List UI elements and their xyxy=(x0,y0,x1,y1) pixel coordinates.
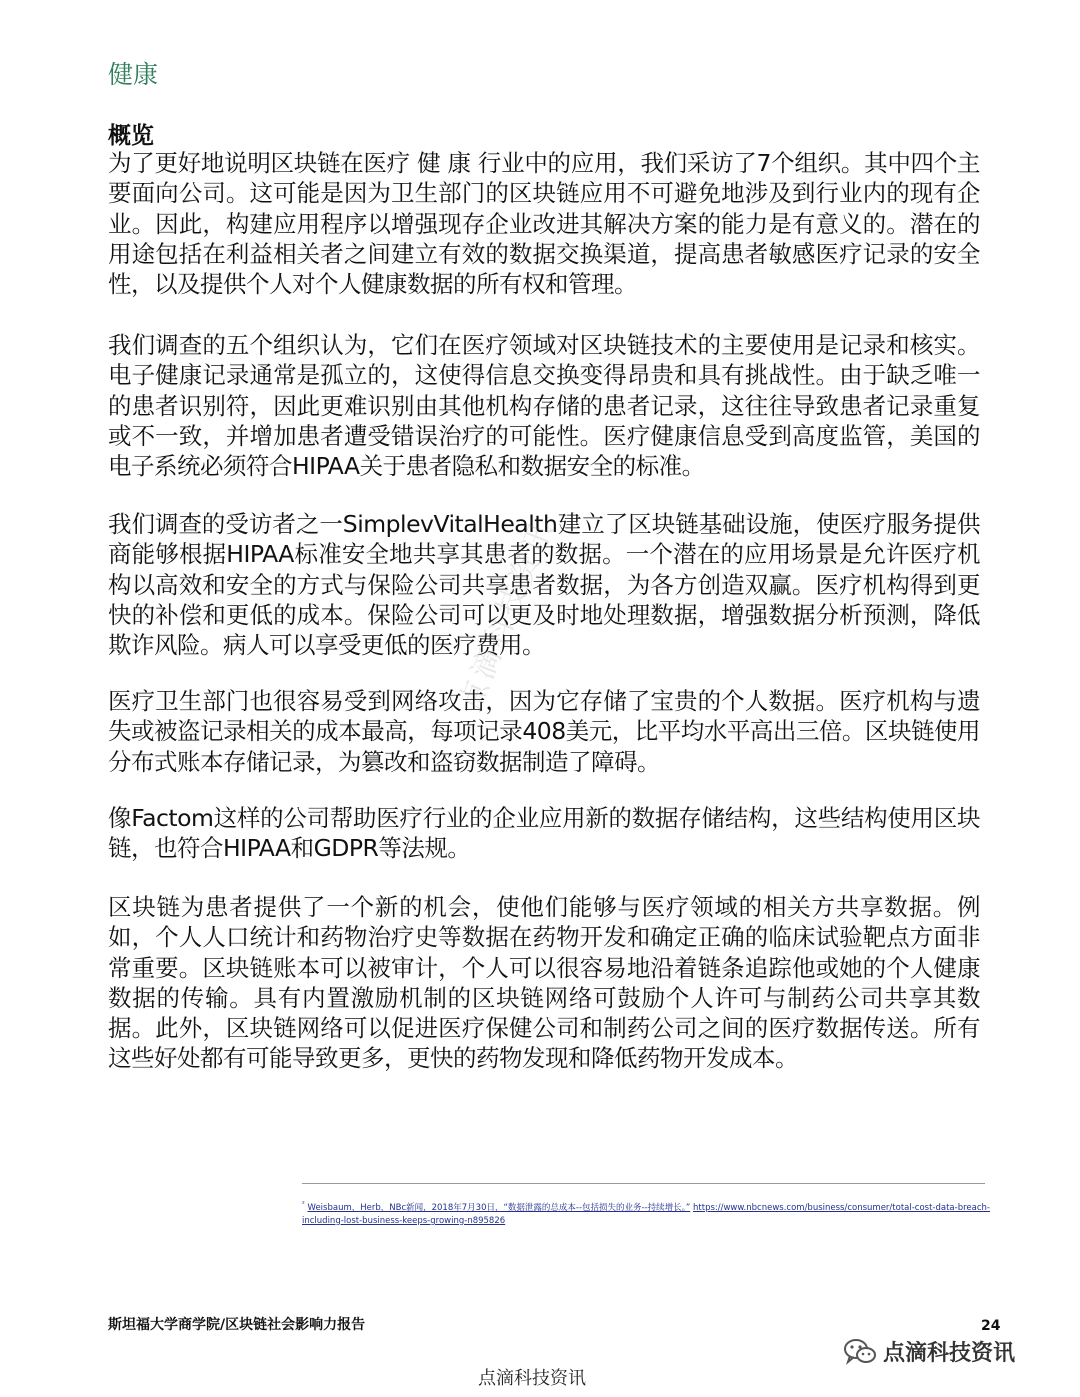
brand-name: 点滴科技资讯 xyxy=(883,1341,1016,1366)
subtitle-overview: 概览 xyxy=(108,123,154,149)
footnote-url-link[interactable]: https://www.nbcnews.com/business/consumer/total-cost-data-breach-including-lost-business-keeps-growing-n895826 xyxy=(302,1202,990,1226)
paragraph-2: 我们调查的五个组织认为，它们在医疗领域对区块链技术的主要使用是记录和核实。电子健康记录通常是孤立的，这使得信息交换变得昂贵和具有挑战性。由于缺乏唯一的患者识别符，因此更难识别由其他机构存储的患者记录，这往往导致患者记录重复或不一致，并增加患者遭受错误治疗的可能性。医疗健康信息受到高度监管，美国的电子系统必须符合HIPAA关于患者隐私和数据安全的标准。 xyxy=(108,331,980,481)
watermark: 点滴科技资讯 xyxy=(452,513,562,717)
page-number: 24 xyxy=(981,1318,1001,1334)
brand-badge xyxy=(843,1336,1015,1367)
paragraph-1: 为了更好地说明区块链在医疗 健 康 行业中的应用，我们采访了7个组织。其中四个主要面向公司。这可能是因为卫生部门的区块链应用不可避免地涉及到行业内的现有企业。因此，构建应用程序以增强现存企业改进其解决方案的能力是有意义的。潜在的用途包括在利益相关者之间建立有效的数据交换渠道，提高患者敏感医疗记录的安全性，以及提供个人对个人健康数据的所有权和管理。 xyxy=(108,149,980,299)
footnote-marker: ² xyxy=(302,1199,305,1208)
paragraph-4: 医疗卫生部门也很容易受到网络攻击，因为它存储了宝贵的个人数据。医疗机构与遗失或被盗记录相关的成本最高，每项记录408美元，比平均水平高出三倍。区块链使用分布式账本存储记录，为篡改和盗窃数据制造了障碍。 xyxy=(108,687,980,776)
section-title: 健康 xyxy=(108,60,159,89)
footnote-citation[interactable]: Weisbaum，Herb，NBc新闻，2018年7月30日，“数据泄露的总成本--包括损失的业务--持续增长。” xyxy=(307,1202,691,1213)
source-caption: 点滴科技资讯 xyxy=(478,1368,586,1389)
footer-report-title: 斯坦福大学商学院/区块链社会影响力报告 xyxy=(108,1317,366,1333)
paragraph-5: 像Factom这样的公司帮助医疗行业的企业应用新的数据存储结构，这些结构使用区块链，也符合HIPAA和GDPR等法规。 xyxy=(108,804,980,863)
footnote xyxy=(302,1197,992,1228)
paragraph-3: 我们调查的受访者之一SimplevVitalHealth建立了区块链基础设施，使医疗服务提供商能够根据HIPAA标准安全地共享其患者的数据。一个潜在的应用场景是允许医疗机构以高效和安全的方式与保险公司共享患者数据，为各方创造双赢。医疗机构得到更快的补偿和更低的成本。保险公司可以更及时地处理数据，增强数据分析预测，降低欺诈风险。病人可以享受更低的医疗费用。 xyxy=(108,510,980,660)
paragraph-6: 区块链为患者提供了一个新的机会，使他们能够与医疗领域的相关方共享数据。例如，个人人口统计和药物治疗史等数据在药物开发和确定正确的临床试验靶点方面非常重要。区块链账本可以被审计，个人可以很容易地沿着链条追踪他或她的个人健康数据的传输。具有内置激励机制的区块链网络可鼓励个人许可与制药公司共享其数据。此外，区块链网络可以促进医疗保健公司和制药公司之间的医疗数据传送。所有这些好处都有可能导致更多，更快的药物发现和降低药物开发成本。 xyxy=(108,893,980,1073)
footnote-divider xyxy=(302,1183,985,1184)
wechat-icon xyxy=(843,1337,877,1367)
